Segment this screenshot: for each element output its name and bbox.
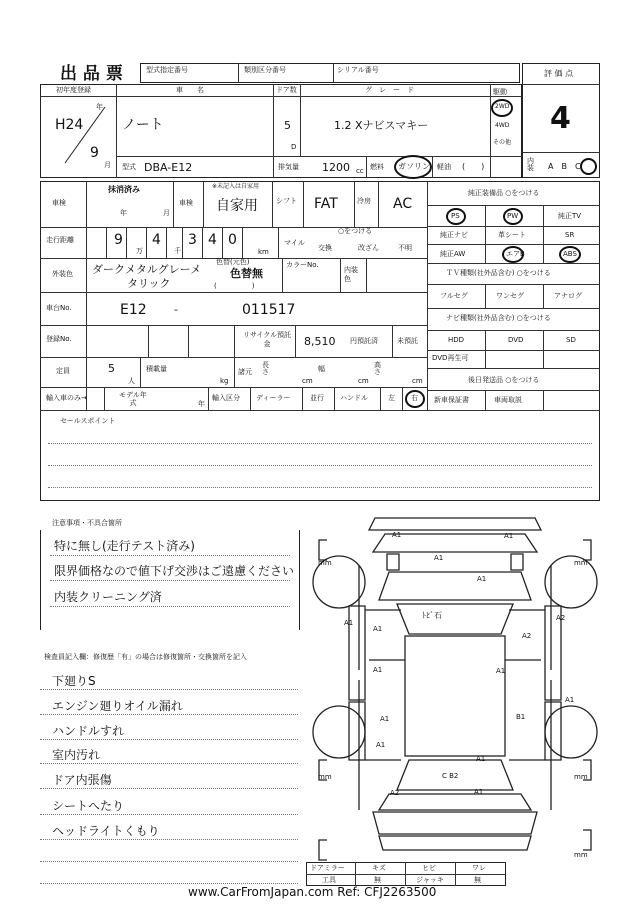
class-no-label: 類別区分番号 (244, 66, 286, 74)
damage-mark: A2 (390, 789, 400, 797)
mileage-swap: 交換 (318, 244, 332, 252)
damage-mark: A1 (434, 554, 444, 562)
recycle-value: 8,510 (304, 335, 336, 348)
navi-dvd: DVD (508, 336, 524, 344)
note-item: 限界価格なので値下げ交渉はご遠慮ください (54, 564, 295, 578)
inspection-label: 車検 (52, 199, 66, 207)
person-unit: 人 (128, 377, 135, 385)
damage-mark: A1 (476, 755, 486, 763)
handle-left: 左 (388, 394, 395, 402)
color-change-value: 色替無 (230, 267, 263, 280)
mileage-digit: 4 (208, 232, 217, 248)
damage-mark: A1 (373, 625, 383, 633)
kg-unit: kg (220, 377, 229, 385)
note-item: 特に無し(走行テスト済み) (54, 539, 195, 553)
note-item: 内装クリーニング済 (54, 590, 162, 604)
date-slash (60, 105, 110, 165)
inspector-item: ヘッドライトくもり (52, 824, 160, 838)
height-label: 高さ (374, 361, 381, 376)
opt-tv: 純正TV (558, 212, 582, 220)
opt-pw: PW (507, 212, 519, 220)
displacement-value: 1200 (322, 161, 350, 174)
sen-unit: 千 (174, 247, 181, 255)
fuel-paren: ( ) (462, 162, 485, 171)
height-cm: cm (412, 377, 423, 385)
tv-fullseg: フルセグ (440, 292, 468, 300)
opt-aw: 純正AW (440, 250, 466, 258)
grade-label: グ レ ー ド (365, 86, 414, 94)
model-year-unit: 年 (198, 400, 205, 408)
color-label: 外装色 (52, 270, 73, 278)
door-unit: D (291, 143, 297, 151)
interior-grades: A B C (548, 162, 581, 171)
import-dealer: ディーラー (256, 394, 291, 402)
chassis-label: 車台No. (46, 304, 72, 312)
mileage-unknown: 不明 (398, 244, 412, 252)
mm-label: mm (318, 559, 332, 567)
navi-sd: SD (566, 336, 576, 344)
chassis-dash: - (174, 303, 178, 316)
fuel-label: 燃料 (370, 163, 384, 171)
after-manual: 車両取説 (494, 396, 522, 404)
width-label: 幅 (318, 365, 325, 373)
recycle-unit: 円預託済 (350, 337, 378, 345)
fuel-diesel: 軽油 (437, 163, 451, 171)
mm-label: mm (318, 773, 332, 781)
model-value: DBA-E12 (144, 161, 193, 174)
opt-navi: 純正ナビ (440, 231, 468, 239)
legend-header: ワレ (472, 864, 486, 872)
color-change-label: 色替(元色) (216, 258, 250, 266)
mileage-digit: 4 (152, 232, 161, 248)
damage-mark: A1 (477, 575, 487, 583)
width-cm: cm (358, 377, 369, 385)
damage-mark: A2 (522, 632, 532, 640)
sheet-title: 出 品 票 (60, 64, 123, 84)
opt-sr: SR (565, 231, 575, 239)
interior-grade-circle (580, 158, 597, 175)
legend-header: ヒビ (422, 864, 436, 872)
sales-point-label: セールスポイント (60, 417, 116, 425)
man-unit: 万 (136, 247, 143, 255)
tv-title: ＴＶ種類(社外品含む) ○をつける (446, 269, 551, 277)
inspector-item: シートへたり (52, 799, 125, 813)
legend-value: 工具 (322, 876, 336, 884)
opt-leather: 革シート (498, 231, 526, 239)
interior-label: 内装 (527, 157, 534, 172)
color-value-2: タリック (127, 277, 171, 290)
inspector-item: エンジン廻りオイル漏れ (52, 699, 183, 713)
inspector-label: 検査員記入欄：修復歴「有」の場合は修復箇所・交換箇所を記入 (44, 653, 247, 661)
after-warranty: 新車保証書 (434, 396, 469, 404)
dvd-label: DVD再生可 (432, 354, 469, 362)
damage-mark: A1 (344, 619, 354, 627)
use-value: 自家用 (216, 198, 258, 214)
model-label: 型式 (122, 163, 136, 171)
reg-no-label: 登録No. (46, 335, 72, 343)
reg-era: H24 (55, 117, 84, 133)
options-title: 純正装備品 ○をつける (468, 189, 540, 197)
car-name: ノート (122, 117, 164, 133)
fuel-gasoline: ガソリン (398, 162, 430, 171)
color-value-1: ダークメタルグレーメ (92, 263, 202, 276)
damage-mark: A1 (474, 788, 484, 796)
color-no-label: カラーNo. (286, 261, 319, 269)
notes-label: 注意事項・不具合箇所 (52, 519, 122, 527)
use-label: 車検 (179, 199, 193, 207)
inspection-month-unit: 月 (163, 209, 170, 217)
mileage-digit: 0 (228, 232, 237, 248)
mileage-digit: 3 (188, 232, 197, 248)
length-label: 長さ (262, 361, 269, 376)
score-label: 評 価 点 (544, 69, 574, 78)
dims-label: 諸元 (238, 368, 252, 376)
damage-mark: A1 (504, 532, 514, 540)
use-note: ※未記入は自家用 (212, 183, 260, 190)
drive-label: 駆動 (493, 88, 507, 96)
mileage-label: 走行距離 (46, 236, 74, 244)
color-paren: ( ) (214, 282, 255, 290)
doors-value: 5 (284, 119, 291, 132)
inspection-value: 抹消済み (108, 185, 140, 194)
mm-label: mm (574, 559, 588, 567)
navi-title: ナビ種類(社外品含む) ○をつける (446, 314, 551, 322)
damage-mark: C B2 (442, 772, 459, 780)
km-unit: km (258, 248, 269, 256)
legend-value: 無 (374, 876, 381, 884)
capacity-value: 5 (108, 362, 115, 375)
mileage-modified: 改ざん (358, 244, 379, 252)
shift-value: FAT (314, 196, 338, 212)
shift-label: シフト (276, 197, 297, 205)
damage-mark: A1 (392, 531, 402, 539)
header-id-box (140, 63, 520, 83)
drive-4wd: 4WD (495, 122, 510, 129)
inspector-item: ハンドルすれ (52, 724, 125, 738)
damage-mark: A1 (565, 696, 575, 704)
inspection-year-unit: 年 (120, 209, 127, 217)
length-cm: cm (302, 377, 313, 385)
model-year-label: モデル年式 (119, 391, 147, 408)
mileage-digit: 9 (114, 232, 123, 248)
month-unit: 月 (104, 161, 111, 169)
car-name-label: 車 名 (176, 86, 204, 94)
legend-header: キズ (372, 864, 386, 872)
mile-label: マイル (284, 239, 305, 247)
ac-label: 冷房 (357, 197, 371, 205)
damage-mark: A1 (373, 666, 383, 674)
opt-airbag: エアB (506, 250, 525, 258)
after-title: 後日発送品 ○をつける (468, 376, 540, 384)
damage-mark: A1 (376, 741, 386, 749)
damage-mark: A1 (496, 667, 506, 675)
import-class-label: 輸入区分 (212, 394, 240, 402)
first-reg-label: 初年度登録 (56, 86, 91, 94)
cc-unit: cc (356, 167, 364, 175)
opt-abs: ABS (563, 250, 577, 258)
damage-mark: A1 (380, 715, 390, 723)
opt-ps: PS (451, 212, 460, 220)
displacement-label: 排気量 (278, 163, 299, 171)
drive-2wd: 2WD (495, 103, 510, 110)
grade-value: 1.2 Xナビスマキー (334, 119, 429, 132)
import-parallel: 並行 (310, 394, 324, 402)
mileage-mark-label: ○をつける (338, 227, 373, 235)
load-label: 積載量 (146, 365, 167, 373)
car-damage-diagram (305, 510, 605, 880)
tv-analog: アナログ (554, 292, 582, 300)
interior-color-label: 内装色 (344, 266, 358, 284)
model-no-label: 型式指定番号 (146, 66, 188, 74)
damage-mark: B1 (516, 713, 526, 721)
navi-hdd: HDD (448, 336, 465, 344)
chassis-number: 011517 (242, 302, 296, 318)
score-value: 4 (550, 101, 571, 136)
reg-month: 9 (90, 145, 99, 161)
inspector-item: 下廻りS (52, 674, 96, 688)
serial-label: シリアル番号 (337, 66, 379, 74)
recycle-label: リサイクル預託金 (242, 331, 292, 349)
legend-value: 無 (474, 876, 481, 884)
ac-value: AC (393, 196, 413, 212)
inspector-item: ドア内張傷 (52, 773, 112, 787)
mm-label: mm (574, 773, 588, 781)
tv-oneseg: ワンセグ (496, 292, 524, 300)
chassis-prefix: E12 (120, 302, 147, 318)
roof-mark: ﾄﾋﾞ石 (422, 611, 442, 620)
legend-value: ジャッキ (416, 876, 444, 884)
import-label: 輸入車のみ→ (46, 394, 87, 402)
handle-right: 右 (411, 394, 418, 402)
inspector-item: 室内汚れ (52, 748, 101, 762)
damage-mark: A2 (556, 614, 566, 622)
drive-other: その他 (493, 139, 512, 146)
doors-label: ドア数 (276, 86, 297, 94)
legend-header: ドアミラー (310, 864, 345, 872)
footer-ref: www.CarFromJapan.com Ref: CFJ2263500 (188, 885, 437, 899)
handle-label: ハンドル (340, 394, 368, 402)
year-unit: 年 (96, 103, 103, 111)
capacity-label: 定員 (56, 367, 70, 375)
recycle-unpaid: 未預託 (397, 337, 418, 345)
mm-label: mm (574, 851, 588, 859)
